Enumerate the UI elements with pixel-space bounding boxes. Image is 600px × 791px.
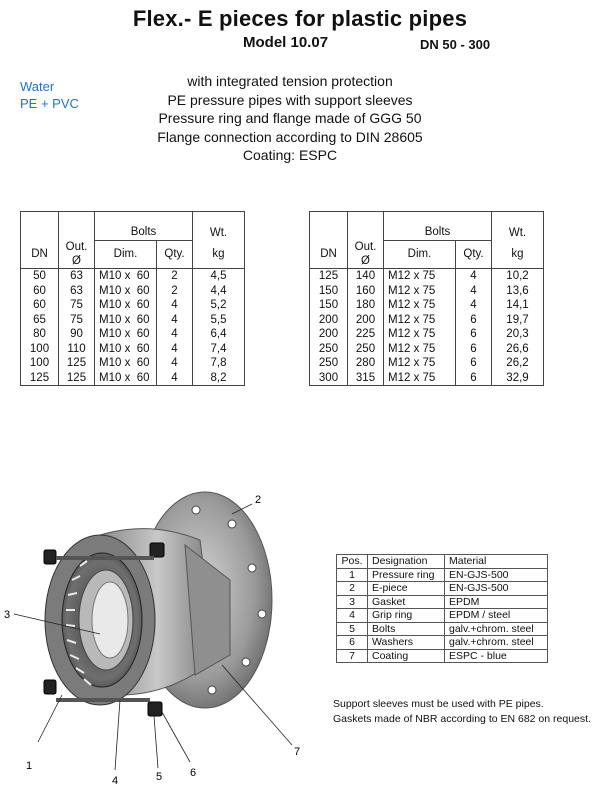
- table-row: [310, 313, 544, 328]
- cell-kg: 26,2: [492, 356, 544, 371]
- parts-designation: Grip ring: [368, 609, 445, 623]
- description-line: with integrated tension protection: [187, 73, 393, 89]
- parts-pos: 6: [337, 636, 368, 650]
- parts-row: [337, 568, 548, 582]
- header-cell: [59, 212, 95, 226]
- cell-out-d: 75: [59, 313, 95, 328]
- table-row: [310, 327, 544, 342]
- callout-6: 6: [190, 767, 197, 779]
- header-cell: [348, 212, 384, 226]
- cell-out-d: 140: [348, 269, 384, 284]
- model-number: Model 10.07: [243, 34, 329, 51]
- dn-range: DN 50 - 300: [420, 37, 491, 52]
- parts-row: [337, 636, 548, 650]
- description-line: Flange connection according to DIN 28605: [157, 128, 423, 145]
- cell-kg: 4,4: [193, 284, 245, 299]
- cell-qty: 6: [456, 371, 492, 386]
- cell-kg: 19,7: [492, 313, 544, 328]
- parts-designation: E-piece: [368, 582, 445, 596]
- product-description: [100, 72, 480, 165]
- cell-dn: 300: [310, 371, 348, 386]
- cell-qty: 6: [456, 356, 492, 371]
- cell-dim: M12 x 75: [384, 327, 456, 342]
- cell-qty: 4: [157, 371, 193, 386]
- cell-qty: 6: [456, 342, 492, 357]
- cell-kg: 7,8: [193, 356, 245, 371]
- cell-out-d: 280: [348, 356, 384, 371]
- cell-out-d: 63: [59, 284, 95, 299]
- parts-material: EPDM: [445, 595, 548, 609]
- table-row: [21, 356, 245, 371]
- cell-kg: 4,5: [193, 269, 245, 284]
- cell-dim: M10 x 60: [95, 298, 157, 313]
- parts-material: EN-GJS-500: [445, 568, 548, 582]
- cell-dim: M10 x 60: [95, 371, 157, 386]
- cell-qty: 4: [157, 356, 193, 371]
- cell-dim: M12 x 75: [384, 298, 456, 313]
- parts-table: [336, 554, 548, 663]
- cell-out-d: 250: [348, 342, 384, 357]
- cell-out-d: 125: [59, 371, 95, 386]
- cell-dim: M12 x 75: [384, 269, 456, 284]
- header-dim: Dim.: [95, 240, 157, 269]
- cell-kg: 5,2: [193, 298, 245, 313]
- header-dn: DN: [310, 240, 348, 269]
- cell-dn: 60: [21, 298, 59, 313]
- cell-dim: M10 x 60: [95, 342, 157, 357]
- header-qty: Qty.: [157, 240, 193, 269]
- header-bolts: Bolts: [95, 225, 193, 240]
- parts-pos: 7: [337, 649, 368, 663]
- cell-kg: 5,5: [193, 313, 245, 328]
- cell-dn: 200: [310, 327, 348, 342]
- parts-material: galv.+chrom. steel: [445, 622, 548, 636]
- application-water: Water: [20, 79, 55, 94]
- header-qty: Qty.: [456, 240, 492, 269]
- table-row: [21, 284, 245, 299]
- cell-dn: 100: [21, 342, 59, 357]
- parts-material: galv.+chrom. steel: [445, 636, 548, 650]
- parts-row: [337, 622, 548, 636]
- cell-dim: M10 x 60: [95, 327, 157, 342]
- table-row: [21, 313, 245, 328]
- cell-kg: 13,6: [492, 284, 544, 299]
- page-title: Flex.- E pieces for plastic pipes: [132, 6, 468, 31]
- cell-dim: M12 x 75: [384, 313, 456, 328]
- header-cell: [193, 212, 245, 226]
- cell-kg: 26,6: [492, 342, 544, 357]
- cell-dim: M12 x 75: [384, 356, 456, 371]
- parts-header-pos: Pos.: [337, 555, 368, 569]
- table-row: [21, 298, 245, 313]
- cell-out-d: 63: [59, 269, 95, 284]
- cell-dn: 100: [21, 356, 59, 371]
- cell-qty: 6: [456, 313, 492, 328]
- cell-qty: 4: [157, 298, 193, 313]
- callout-5: 5: [156, 771, 163, 783]
- cell-out-d: 75: [59, 298, 95, 313]
- header-cell: [492, 212, 544, 226]
- cell-qty: 2: [157, 284, 193, 299]
- parts-designation: Gasket: [368, 595, 445, 609]
- spec-table-right: [309, 211, 544, 386]
- header-kg: kg: [193, 240, 245, 269]
- callout-2: 2: [255, 494, 262, 506]
- parts-row: [337, 609, 548, 623]
- cell-dim: M12 x 75: [384, 342, 456, 357]
- cell-kg: 14,1: [492, 298, 544, 313]
- cell-dn: 250: [310, 356, 348, 371]
- parts-pos: 1: [337, 568, 368, 582]
- cell-dn: 65: [21, 313, 59, 328]
- callout-3: 3: [4, 609, 11, 621]
- header-cell: [310, 225, 348, 240]
- cell-dim: M10 x 60: [95, 269, 157, 284]
- pressure-ring: [45, 535, 155, 705]
- cell-qty: 4: [157, 313, 193, 328]
- cell-dn: 60: [21, 284, 59, 299]
- cell-out-d: 110: [59, 342, 95, 357]
- table-row: [310, 298, 544, 313]
- parts-pos: 3: [337, 595, 368, 609]
- callout-4: 4: [112, 775, 119, 787]
- header-wt: Wt.: [492, 225, 544, 240]
- cell-dn: 50: [21, 269, 59, 284]
- cell-dim: M12 x 75: [384, 371, 456, 386]
- parts-row: [337, 649, 548, 663]
- parts-designation: Washers: [368, 636, 445, 650]
- header-cell: [384, 212, 492, 226]
- parts-header-material: Material: [445, 555, 548, 569]
- spec-table-left: [20, 211, 245, 386]
- parts-designation: Pressure ring: [368, 568, 445, 582]
- header-dim: Dim.: [384, 240, 456, 269]
- cell-dn: 80: [21, 327, 59, 342]
- cell-out-d: 200: [348, 313, 384, 328]
- cell-dim: M10 x 60: [95, 284, 157, 299]
- header-dn: DN: [21, 240, 59, 269]
- cell-dn: 150: [310, 284, 348, 299]
- cell-dn: 125: [310, 269, 348, 284]
- header-cell: [348, 225, 384, 240]
- cell-out-d: 315: [348, 371, 384, 386]
- header-cell: [95, 212, 193, 226]
- parts-material: ESPC - blue: [445, 649, 548, 663]
- header-cell: [21, 225, 59, 240]
- table-row: [21, 342, 245, 357]
- cell-qty: 4: [456, 284, 492, 299]
- table-row: [310, 342, 544, 357]
- parts-designation: Coating: [368, 649, 445, 663]
- product-drawing: [0, 480, 330, 791]
- note-gaskets: Gaskets made of NBR according to EN 682 on request.: [333, 713, 591, 725]
- application-labels: [20, 78, 79, 112]
- table-row: [310, 371, 544, 386]
- cell-qty: 4: [456, 269, 492, 284]
- cell-qty: 2: [157, 269, 193, 284]
- cell-out-d: 160: [348, 284, 384, 299]
- cell-kg: 8,2: [193, 371, 245, 386]
- cell-kg: 32,9: [492, 371, 544, 386]
- description-line: Pressure ring and flange made of GGG 50: [158, 110, 422, 126]
- cell-kg: 10,2: [492, 269, 544, 284]
- cell-dim: M10 x 60: [95, 356, 157, 371]
- cell-dn: 125: [21, 371, 59, 386]
- parts-pos: 2: [337, 582, 368, 596]
- callout-7: 7: [294, 746, 301, 758]
- table-row: [310, 269, 544, 284]
- cell-qty: 4: [456, 298, 492, 313]
- header-out-d: Out. Ø: [59, 240, 95, 269]
- table-row: [21, 269, 245, 284]
- note-support-sleeves: Support sleeves must be used with PE pipes.: [333, 698, 544, 710]
- parts-header-designation: Designation: [368, 555, 445, 569]
- description-line: PE pressure pipes with support sleeves: [167, 91, 413, 108]
- cell-qty: 6: [456, 327, 492, 342]
- table-row: [310, 284, 544, 299]
- parts-row: [337, 582, 548, 596]
- cell-kg: 7,4: [193, 342, 245, 357]
- cell-out-d: 90: [59, 327, 95, 342]
- table-row: [21, 371, 245, 386]
- parts-designation: Bolts: [368, 622, 445, 636]
- header-out-d: Out. Ø: [348, 240, 384, 269]
- cell-out-d: 225: [348, 327, 384, 342]
- header-cell: [21, 212, 59, 226]
- cell-kg: 20,3: [492, 327, 544, 342]
- parts-row: [337, 595, 548, 609]
- table-row: [21, 327, 245, 342]
- parts-material: EN-GJS-500: [445, 582, 548, 596]
- notes: [333, 697, 591, 727]
- header-kg: kg: [492, 240, 544, 269]
- cell-dn: 200: [310, 313, 348, 328]
- parts-pos: 4: [337, 609, 368, 623]
- parts-pos: 5: [337, 622, 368, 636]
- cell-qty: 4: [157, 342, 193, 357]
- header-cell: [59, 225, 95, 240]
- callout-1: 1: [26, 760, 33, 772]
- table-row: [310, 356, 544, 371]
- header-cell: [310, 212, 348, 226]
- header-wt: Wt.: [193, 225, 245, 240]
- cell-dim: M10 x 60: [95, 313, 157, 328]
- cell-out-d: 125: [59, 356, 95, 371]
- header-bolts: Bolts: [384, 225, 492, 240]
- parts-material: EPDM / steel: [445, 609, 548, 623]
- cell-dim: M12 x 75: [384, 284, 456, 299]
- cell-kg: 6,4: [193, 327, 245, 342]
- cell-dn: 250: [310, 342, 348, 357]
- cell-out-d: 180: [348, 298, 384, 313]
- description-line: Coating: ESPC: [242, 147, 338, 163]
- application-material: PE + PVC: [20, 96, 79, 111]
- cell-dn: 150: [310, 298, 348, 313]
- cell-qty: 4: [157, 327, 193, 342]
